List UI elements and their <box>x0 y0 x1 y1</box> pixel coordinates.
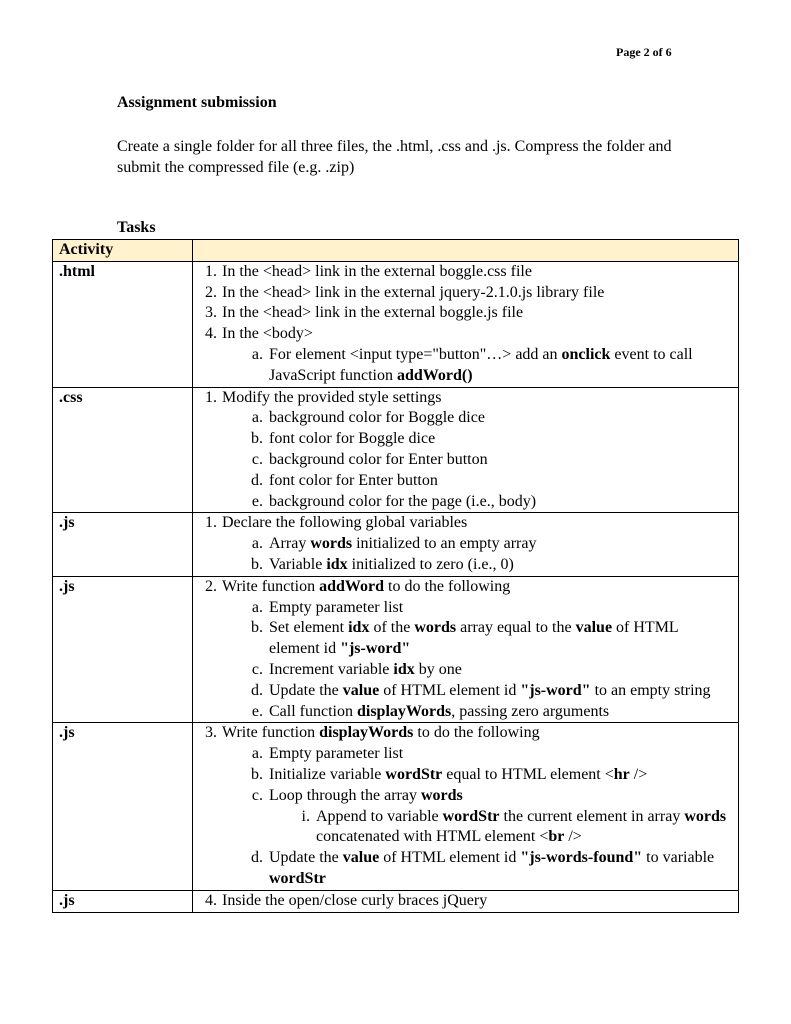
list-item: e. Call function displayWords, passing zero arguments <box>251 702 610 720</box>
list-item: 4. Inside the open/close curly braces jQuery <box>205 891 488 909</box>
table-row <box>53 513 739 576</box>
list-item: i. Append to variable wordStr the current element in array words concatenated with HTML element <br /> <box>301 807 727 846</box>
task-details-cell <box>193 261 739 387</box>
table-row <box>53 576 739 723</box>
list-item: b. Variable idx initialized to zero (i.e., 0) <box>251 555 514 573</box>
submission-heading: Assignment submission <box>117 94 277 111</box>
list-item: 3. Write function displayWords to do the following <box>205 724 540 742</box>
activity-column-header: Activity <box>53 240 193 262</box>
activity-cell: .js <box>53 890 193 912</box>
submission-instructions: Create a single folder for all three files, the .html, .css and .js. Compress the folder and submit the compressed file (e.g. .zip) <box>117 138 672 176</box>
list-item: a. Empty parameter list <box>251 745 404 763</box>
list-item: b. Set element idx of the words array equal to the value of HTML element id "js-word" <box>251 619 679 658</box>
list-item: 4. In the <body> <box>205 325 313 343</box>
table-row <box>53 387 739 513</box>
list-item: a. background color for Boggle dice <box>251 409 485 427</box>
activity-cell: .html <box>53 261 193 387</box>
activity-cell: .js <box>53 576 193 723</box>
list-item: 1. Modify the provided style settings <box>205 388 442 406</box>
list-item: b. font color for Boggle dice <box>251 430 436 448</box>
list-item: d. font color for Enter button <box>251 471 438 489</box>
list-item: a. Array words initialized to an empty array <box>251 535 537 553</box>
list-item: e. background color for the page (i.e., body) <box>251 492 537 510</box>
table-header-row <box>53 240 739 262</box>
list-item: d. Update the value of HTML element id "js-words-found" to variable wordStr <box>251 849 715 887</box>
tasks-heading: Tasks <box>117 219 156 236</box>
activity-cell: .css <box>53 387 193 513</box>
list-item: c. Loop through the array words <box>251 786 463 804</box>
page-number: Page 2 of 6 <box>616 45 672 59</box>
list-item: 3. In the <head> link in the external boggle.js file <box>205 304 524 322</box>
tasks-table <box>52 239 739 913</box>
table-row <box>53 723 739 890</box>
list-item: b. Initialize variable wordStr equal to HTML element <hr /> <box>251 765 648 783</box>
table-row <box>53 890 739 912</box>
task-details-cell <box>193 890 739 912</box>
list-item: c. Increment variable idx by one <box>251 660 462 678</box>
list-item: 1. Declare the following global variables <box>205 514 468 532</box>
list-item: 1. In the <head> link in the external boggle.css file <box>205 262 532 280</box>
task-details-cell <box>193 387 739 513</box>
list-item: 2. In the <head> link in the external jquery-2.1.0.js library file <box>205 283 605 301</box>
details-column-header <box>193 240 739 262</box>
task-details-cell <box>193 513 739 576</box>
list-item: c. background color for Enter button <box>251 450 488 468</box>
list-item: a. Empty parameter list <box>251 598 404 616</box>
table-row <box>53 261 739 387</box>
activity-cell: .js <box>53 723 193 890</box>
task-details-cell <box>193 723 739 890</box>
list-item: a. For element <input type="button"…> add an onclick event to call JavaScript function addWord() <box>251 345 693 384</box>
activity-cell: .js <box>53 513 193 576</box>
list-item: d. Update the value of HTML element id "js-word" to an empty string <box>251 681 711 699</box>
list-item: 2. Write function addWord to do the following <box>205 577 511 595</box>
task-details-cell <box>193 576 739 723</box>
